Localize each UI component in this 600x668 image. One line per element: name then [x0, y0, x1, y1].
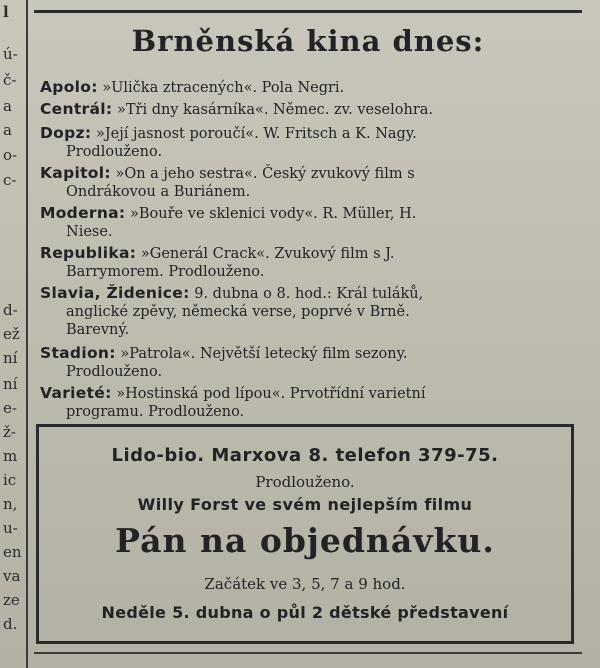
margin-fragment: ze: [3, 591, 20, 609]
listing-text: »Ulička ztracených«. Pola Negri.: [102, 80, 345, 96]
cinema-name: Dopz:: [40, 124, 92, 142]
listing-text: »On a jeho sestra«. Český zvukový film s: [115, 166, 415, 182]
margin-fragment: ež: [3, 325, 20, 343]
cinema-name: Centrál:: [40, 100, 113, 118]
cinema-name: Varieté:: [40, 384, 112, 402]
listing-moderna: [40, 204, 588, 241]
listing-dopz: [40, 124, 588, 161]
listing-text: »Bouře ve sklenici vody«. R. Müller, H.: [130, 206, 417, 222]
margin-fragment: d-: [3, 301, 18, 319]
listing-text: »Hostinská pod lípou«. Prvotřídní varietní: [116, 386, 426, 402]
margin-fragment: en: [3, 543, 22, 561]
listing-text: »Její jasnost poroučí«. W. Fritsch a K. Nagy.: [95, 126, 417, 142]
cinema-name: Moderna:: [40, 204, 126, 222]
margin-fragment: ic: [3, 471, 17, 489]
cinema-name: Apolo:: [40, 78, 98, 96]
margin-fragment: c-: [3, 171, 17, 189]
ad-film-title: Pán na objednávku.: [115, 521, 495, 560]
margin-fragment: o-: [3, 146, 18, 164]
margin-fragment: a: [3, 97, 12, 115]
bottom-rule: [34, 652, 582, 654]
margin-fragment: d.: [3, 615, 18, 633]
listing-text: »Patrola«. Největší letecký film sezony.: [120, 346, 408, 362]
margin-fragment: n,: [3, 495, 18, 513]
listing-text: 9. dubna o 8. hod.: Král tuláků,: [194, 286, 424, 302]
listing-text: »Generál Crack«. Zvukový film s J.: [140, 246, 395, 262]
listing-text: »Tři dny kasárníka«. Němec. zv. veselohra.: [116, 102, 434, 118]
margin-fragment: ní: [3, 375, 18, 393]
listing-apolo: [40, 78, 588, 97]
listing-text: programu. Prodlouženo.: [66, 404, 245, 420]
cinema-name: Slavia, Židenice:: [40, 284, 190, 302]
listing-stadion: [40, 344, 588, 381]
listing-text: Barrymorem. Prodlouženo.: [66, 264, 265, 280]
margin-fragment: ž-: [3, 423, 16, 441]
listing-central: [40, 100, 588, 119]
top-rule: [34, 10, 582, 13]
ad-extended-note: Prodlouženo.: [255, 473, 355, 491]
ad-showtimes: Začátek ve 3, 5, 7 a 9 hod.: [204, 575, 406, 593]
cinema-name: Republika:: [40, 244, 137, 262]
listing-text: Prodlouženo.: [66, 144, 163, 160]
listing-text: anglické zpěvy, německá verse, poprvé v Brně.: [66, 304, 410, 320]
margin-fragment: m: [3, 447, 18, 465]
margin-fragment: č-: [3, 71, 17, 89]
listing-text: Ondrákovou a Buriánem.: [66, 184, 251, 200]
margin-fragment: l: [3, 3, 9, 21]
listing-text: Prodlouženo.: [66, 364, 163, 380]
listing-variete: [40, 384, 588, 421]
margin-fragment: e-: [3, 399, 17, 417]
listing-text: Niese.: [66, 224, 113, 240]
margin-fragment: a: [3, 121, 12, 139]
margin-fragment: va: [3, 567, 21, 585]
margin-fragment: u-: [3, 519, 18, 537]
listing-republika: [40, 244, 588, 281]
page-title: Brněnská kina dnes:: [131, 24, 485, 58]
listing-text: Barevný.: [66, 322, 130, 338]
ad-cinema-address: Lido-bio. Marxova 8. telefon 379-75.: [111, 445, 499, 466]
listing-kapitol: [40, 164, 588, 201]
lido-bio-advertisement: [36, 424, 574, 644]
listing-slavia: [40, 284, 588, 339]
margin-fragment: ní: [3, 349, 18, 367]
margin-fragment: ú-: [3, 45, 18, 63]
ad-sunday-show: Neděle 5. dubna o půl 2 dětské představení: [101, 603, 509, 622]
cinema-name: Stadion:: [40, 344, 116, 362]
ad-star-line: Willy Forst ve svém nejlepším filmu: [137, 495, 473, 514]
left-margin-column: [0, 0, 28, 668]
cinema-name: Kapitol:: [40, 164, 111, 182]
